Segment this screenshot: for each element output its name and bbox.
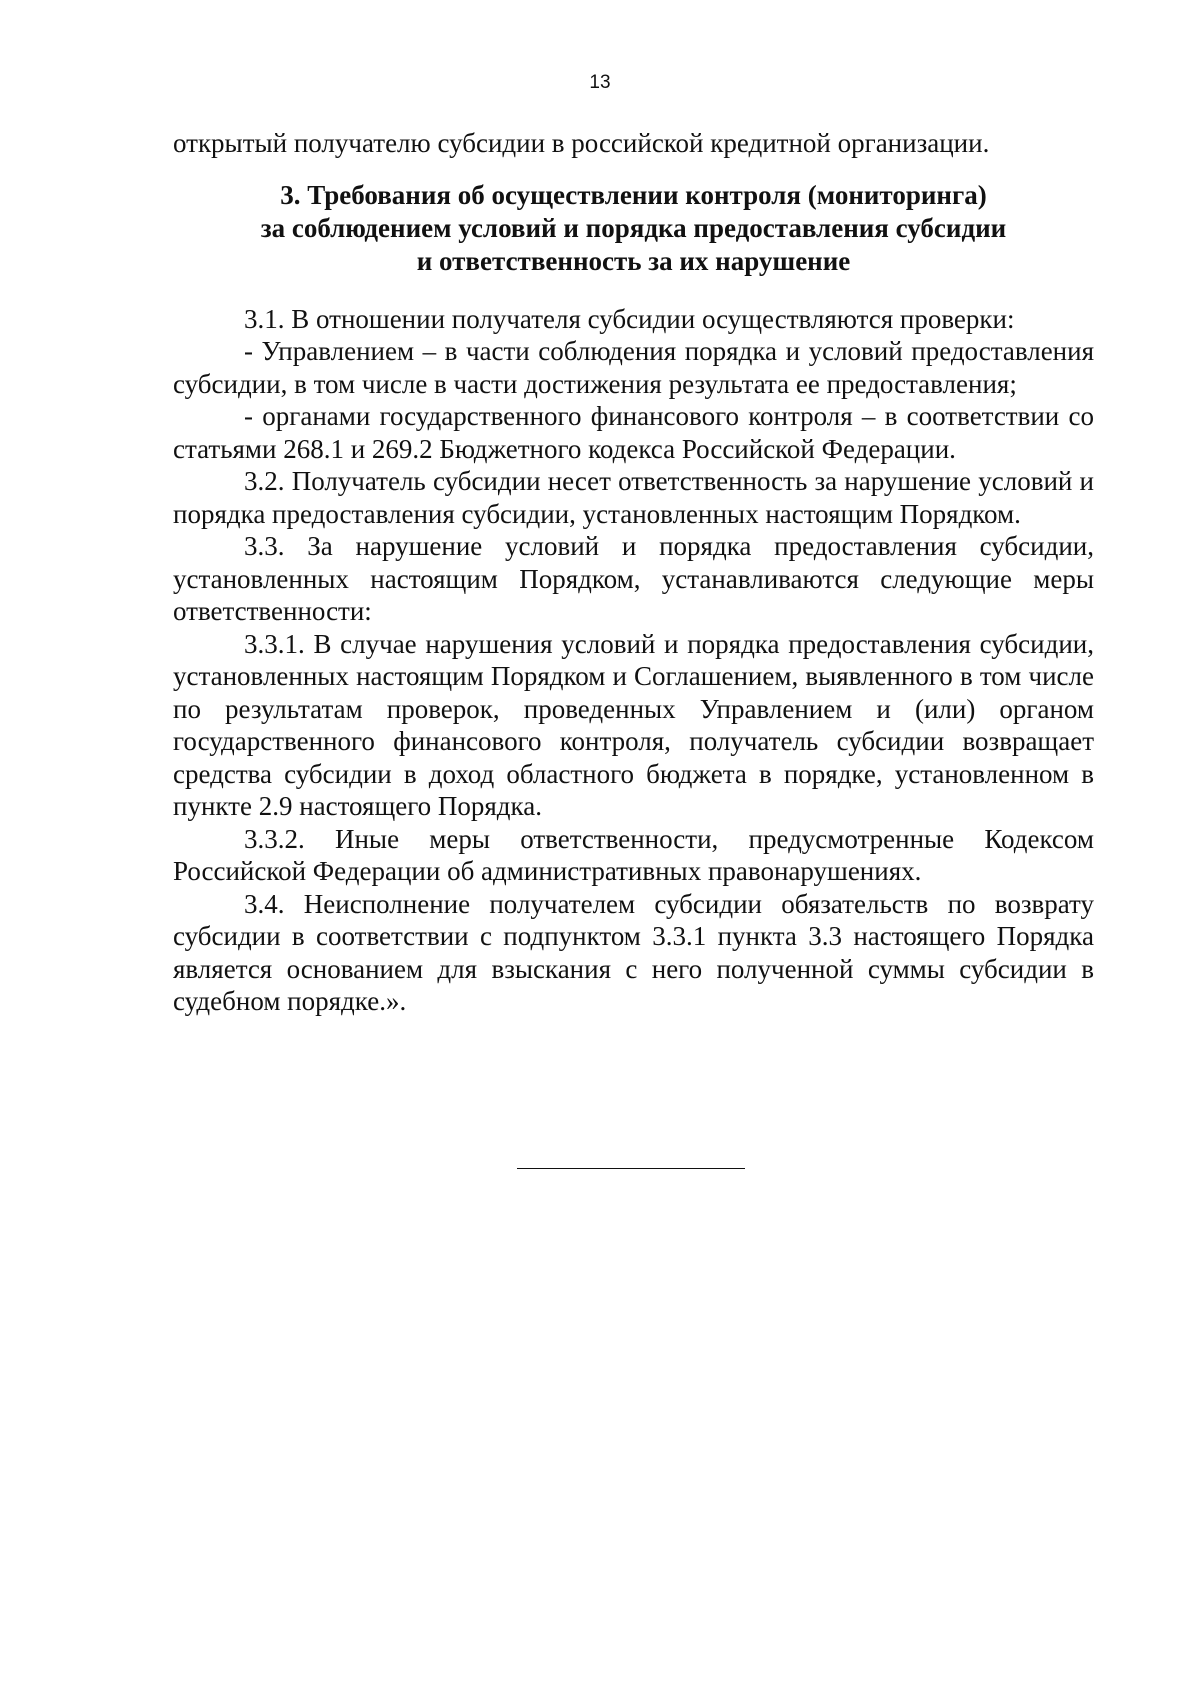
paragraph-3-4: 3.4. Неисполнение получателем субсидии обязательств по возврату субсидии в соответствии с подпунктом 3.3.1 пункта 3.3 настоящего Порядка является основанием для взыскания с него полученной суммы субсидии в судебном порядке.». (173, 888, 1094, 1016)
paragraph-3-3: 3.3. За нарушение условий и порядка предоставления субсидии, установленных настоящим Порядком, устанавливаются следующие меры ответственности: (173, 531, 1094, 626)
section-heading-line-2: за соблюдением условий и порядка предоставления субсидии (260, 212, 1007, 243)
paragraph-3-2: 3.2. Получатель субсидии несет ответственность за нарушение условий и порядка предоставления субсидии, установленных настоящим Порядком. (173, 466, 1094, 529)
paragraph-3-3-1: 3.3.1. В случае нарушения условий и порядка предоставления субсидии, установленных настоящим Порядком и Соглашением, выявленного в том числе по результатам проверок, проведенных Управлением и (или) органом государственного финансового контроля, получатель субсидии возвращает средства субсидии в доход областного бюджета в порядке, установленном в пункте 2.9 настоящего Порядка. (173, 628, 1094, 821)
paragraph-3-1-item-financial-control: - органами государственного финансового контроля – в соответствии со статьями 268.1 и 269.2 Бюджетного кодекса Российской Федерации. (173, 401, 1094, 464)
page-number: 13 (589, 72, 611, 93)
section-heading-line-3: и ответственность за их нарушение (416, 245, 851, 276)
section-heading (173, 179, 1094, 278)
paragraph-3-1-item-management: - Управлением – в части соблюдения порядка и условий предоставления субсидии, в том числе в части достижения результата ее предоставления; (173, 336, 1094, 399)
section-heading-line-1: 3. Требования об осуществлении контроля (мониторинга) (280, 179, 987, 210)
paragraph-3-3-2: 3.3.2. Иные меры ответственности, предусмотренные Кодексом Российской Федерации об административных правонарушениях. (173, 823, 1094, 886)
document-body (173, 127, 1094, 1018)
lead-line: открытый получателю субсидии в российской кредитной организации. (173, 128, 990, 158)
paragraph-3-1: 3.1. В отношении получателя субсидии осуществляются проверки: (244, 303, 1015, 334)
closing-divider (517, 1168, 745, 1169)
